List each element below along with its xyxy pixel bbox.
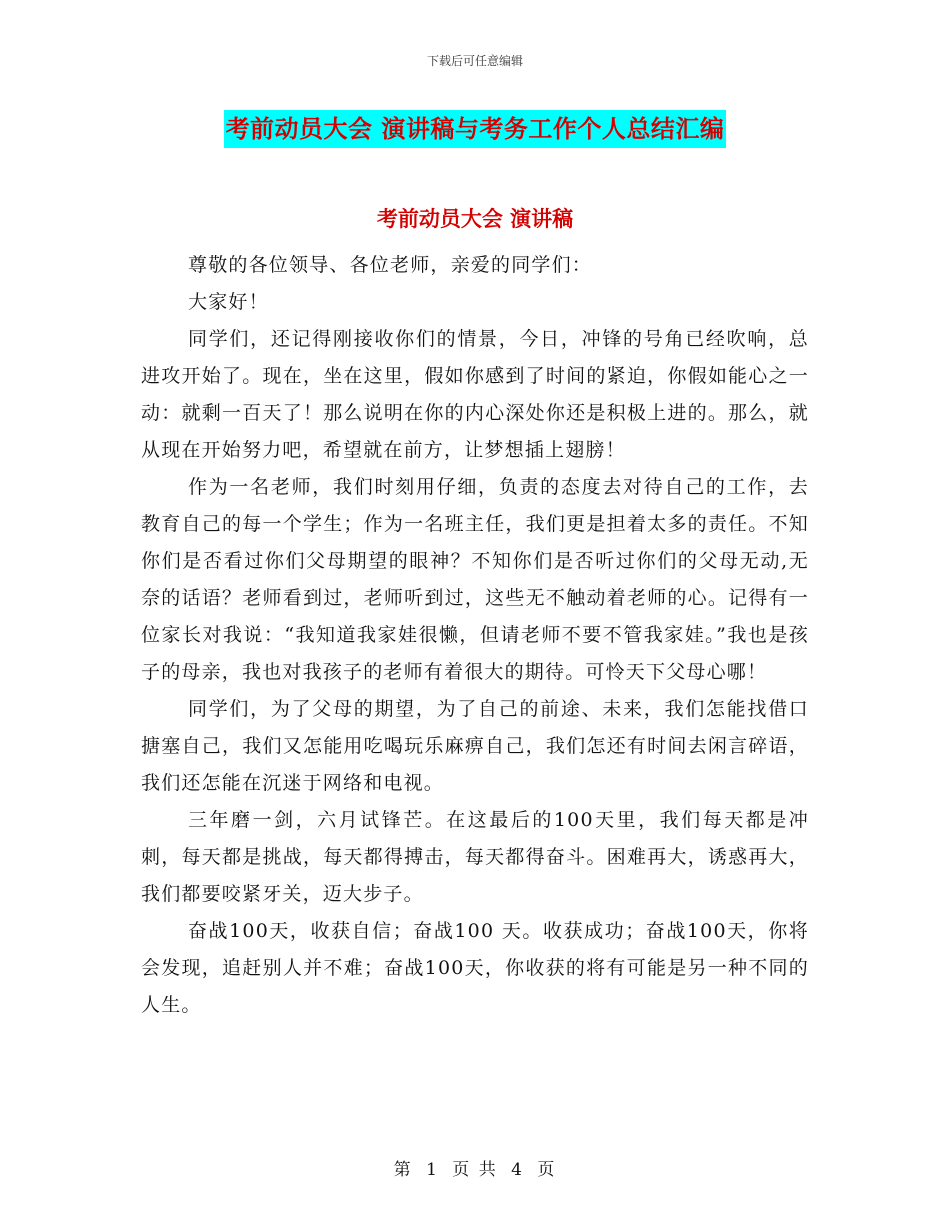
header-note: 下载后可任意编辑 [426,54,523,68]
paragraph: 三年磨一剑，六月试锋芒。在这最后的100天里，我们每天都是冲刺，每天都是挑战，每天都得搏击，每天都得奋斗。困难再大，诱惑再大，我们都要咬紧牙关，迈大步子。 [141,809,809,905]
speech-body [141,247,809,1024]
paragraph-salutation: 尊敬的各位领导、各位老师，亲爱的同学们： [188,254,593,276]
total-pages: 4 [511,1160,524,1180]
footer-prefix: 第 [393,1160,413,1180]
current-page-number: 1 [426,1160,439,1180]
footer-suffix: 页 [537,1160,557,1180]
main-title-container [0,110,950,148]
paragraph: 同学们，为了父母的期望，为了自己的前途、未来，我们怎能找借口搪塞自己，我们又怎能用吃喝玩乐麻痹自己，我们怎还有时间去闲言碎语，我们还怎能在沉迷于网络和电视。 [141,698,809,794]
paragraph: 同学们，还记得刚接收你们的情景，今日，冲锋的号角已经吹响，总进攻开始了。现在，坐在这里，假如你感到了时间的紧迫，你假如能心之一动：就剩一百天了！那么说明在你的内心深处你还是积极上进的。那么，就从现在开始努力吧，希望就在前方，让梦想插上翅膀！ [141,328,809,461]
page-footer [0,1155,950,1180]
main-title: 考前动员大会 演讲稿与考务工作个人总结汇编 [224,110,727,148]
paragraph: 奋战100天，收获自信；奋战100 天。收获成功；奋战100天，你将会发现，追赶别人并不难；奋战100天，你收获的将有可能是另一种不同的人生。 [141,920,809,1016]
footer-middle: 页 共 [452,1160,498,1180]
paragraph-greeting: 大家好！ [188,291,269,313]
section-title: 考前动员大会 演讲稿 [376,207,574,231]
paragraph: 作为一名老师，我们时刻用仔细，负责的态度去对待自己的工作，去教育自己的每一个学生；作为一名班主任，我们更是担着太多的责任。不知你们是否看过你们父母期望的眼神？不知你们是否听过你们的父母无动,无奈的话语？老师看到过，老师听到过，这些无不触动着老师的心。记得有一位家长对我说：“我知道我家娃很懒，但请老师不要不管我家娃。”我也是孩子的母亲，我也对我孩子的老师有着很大的期待。可怜天下父母心哪！ [141,476,809,683]
